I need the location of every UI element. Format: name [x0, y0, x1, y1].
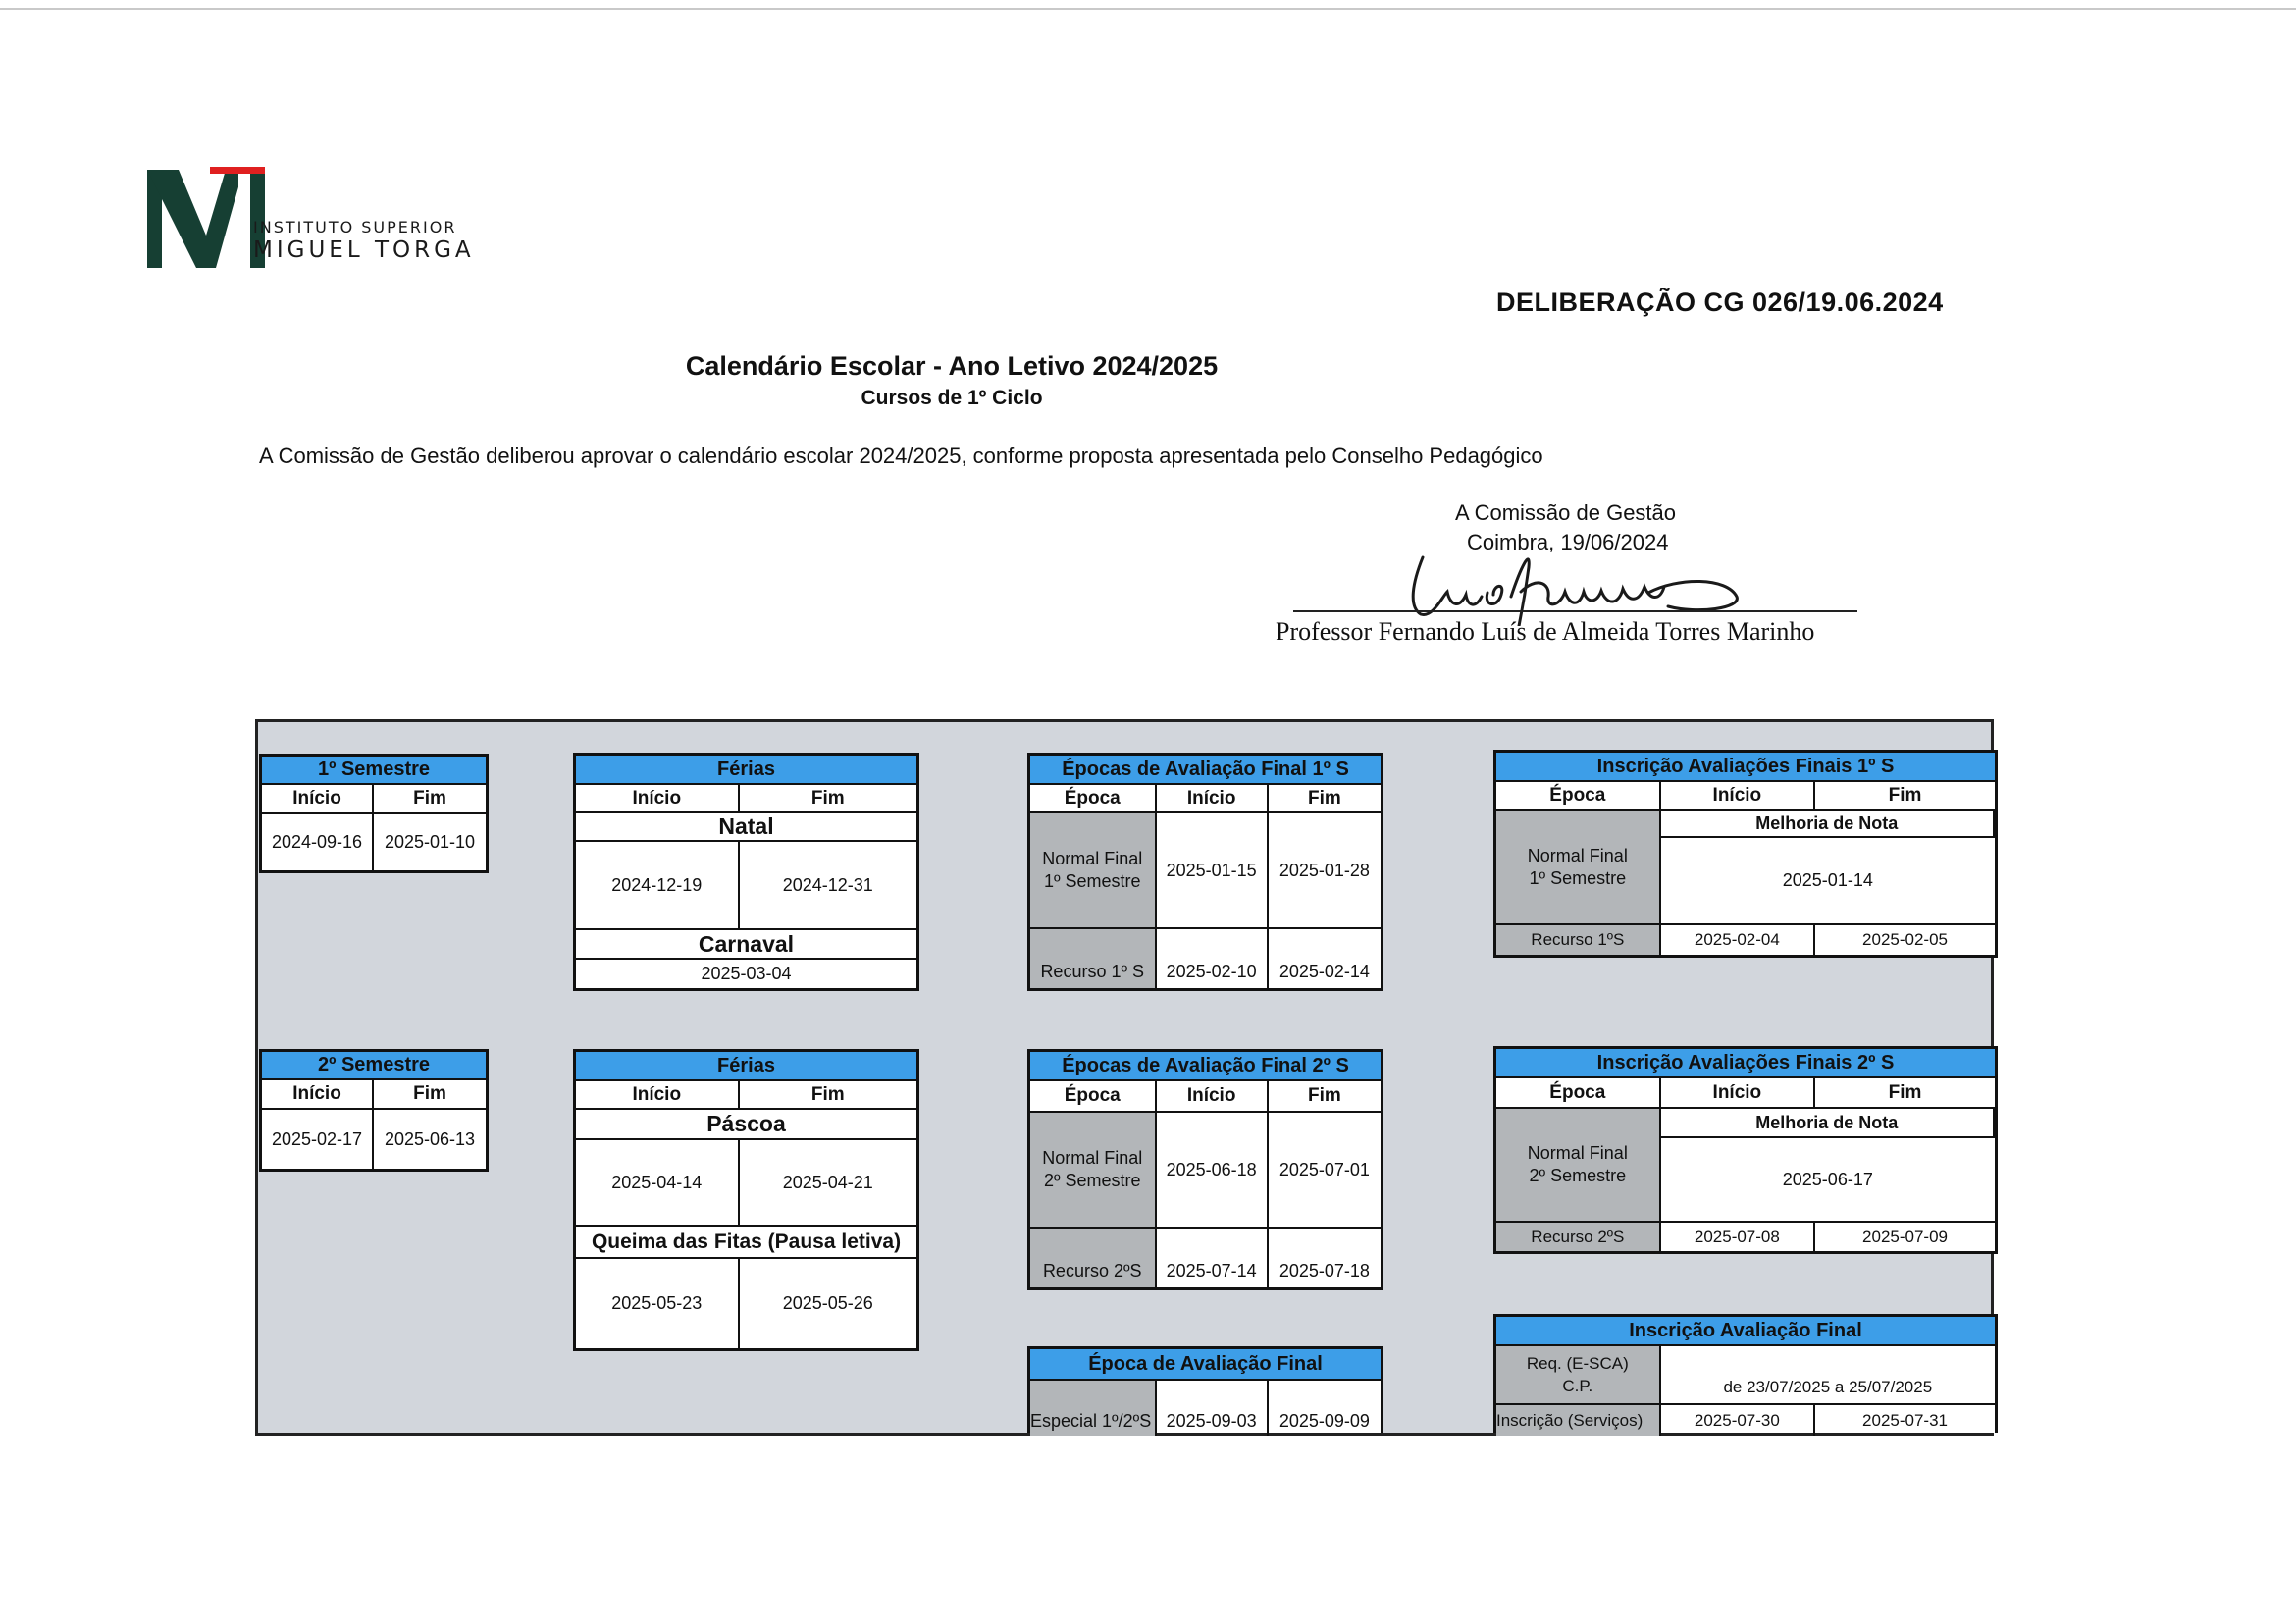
logo-line-2: MIGUEL TORGA: [253, 237, 475, 263]
registration-2-title: Inscrição Avaliações Finais 2º S: [1496, 1049, 1995, 1078]
normal-label-2: 2º Semestre: [1043, 1171, 1141, 1190]
exam-periods-2-table: [1027, 1049, 1383, 1290]
recurso-label: Recurso 1ºS: [1496, 925, 1661, 955]
col-end: Fim: [374, 785, 486, 814]
holidays-1-title: Férias: [576, 756, 916, 785]
semester-1-start: 2024-09-16: [262, 814, 374, 870]
normal-start: 2025-01-15: [1157, 813, 1269, 929]
insc-end: 2025-07-31: [1862, 1410, 1949, 1430]
natal-label: Natal: [576, 813, 916, 842]
melhoria-label: Melhoria de Nota: [1661, 1109, 1995, 1138]
req-label-1: Req. (E-SCA): [1526, 1354, 1629, 1373]
col-end: Fim: [1269, 785, 1381, 813]
col-start: Início: [576, 785, 740, 813]
recurso-end: 2025-02-05: [1862, 930, 1949, 949]
signature-place-date: Coimbra, 19/06/2024: [1467, 530, 1669, 554]
exam-periods-1-title: Épocas de Avaliação Final 1º S: [1030, 756, 1381, 785]
logo-wordmark: [253, 218, 475, 263]
recurso-start: 2025-02-04: [1661, 925, 1815, 955]
recurso-end: 2025-07-09: [1862, 1227, 1949, 1246]
especial-end: 2025-09-09: [1278, 1411, 1370, 1431]
col-end: Fim: [740, 1081, 916, 1110]
recurso-label: Recurso 1º S: [1030, 929, 1157, 988]
registration-1-table: [1493, 750, 1998, 958]
semester-2-title: 2º Semestre: [262, 1052, 486, 1080]
normal-label-1: Normal Final: [1527, 1143, 1628, 1163]
document-title: Calendário Escolar - Ano Letivo 2024/2025: [685, 351, 1219, 381]
queima-start: 2025-05-23: [576, 1259, 740, 1348]
col-start: Início: [262, 1080, 374, 1110]
semester-2-start: 2025-02-17: [262, 1110, 374, 1169]
holidays-1-table: [573, 753, 919, 991]
normal-final-cell: [1030, 813, 1157, 929]
document-subtitle: Cursos de 1º Ciclo: [861, 387, 1043, 409]
normal-final-cell: [1496, 811, 1661, 925]
intro-paragraph: A Comissão de Gestão deliberou aprovar o calendário escolar 2024/2025, conforme proposta apresentada pelo Conselho Pedagógico: [259, 444, 1543, 468]
holidays-2-title: Férias: [576, 1052, 916, 1081]
col-start: Início: [1157, 1081, 1269, 1113]
normal-final-cell: [1030, 1113, 1157, 1229]
queima-label: Queima das Fitas (Pausa letiva): [576, 1227, 916, 1259]
natal-end: 2024-12-31: [740, 842, 916, 930]
registration-1-title: Inscrição Avaliações Finais 1º S: [1496, 753, 1995, 782]
semester-1-title: 1º Semestre: [262, 757, 486, 785]
col-start: Início: [1661, 1078, 1815, 1109]
exam-periods-2-title: Épocas de Avaliação Final 2º S: [1030, 1052, 1381, 1081]
pascoa-end: 2025-04-21: [740, 1140, 916, 1227]
col-start: Início: [576, 1081, 740, 1110]
normal-label-1: Normal Final: [1042, 1148, 1143, 1168]
insc-start: 2025-07-30: [1661, 1405, 1815, 1436]
especial-start: 2025-09-03: [1157, 1381, 1269, 1436]
col-epoca: Época: [1496, 1078, 1661, 1109]
melhoria-label: Melhoria de Nota: [1661, 811, 1995, 838]
col-end: Fim: [1815, 1078, 1995, 1109]
final-registration-table: [1493, 1314, 1998, 1433]
carnaval-label: Carnaval: [576, 930, 916, 960]
melhoria-date: 2025-06-17: [1782, 1169, 1873, 1189]
recurso-end: 2025-07-18: [1278, 1261, 1370, 1281]
recurso-label: Recurso 2ºS: [1030, 1229, 1157, 1287]
scan-top-line: [0, 8, 2296, 10]
especial-label: Especial 1º/2ºS: [1030, 1381, 1157, 1436]
semester-1-table: [259, 754, 489, 873]
col-epoca: Época: [1030, 1081, 1157, 1113]
pascoa-label: Páscoa: [576, 1110, 916, 1140]
col-start: Início: [1661, 782, 1815, 811]
recurso-start: 2025-07-08: [1661, 1223, 1815, 1251]
recurso-start: 2025-07-14: [1157, 1229, 1269, 1287]
exam-periods-1-table: [1027, 753, 1383, 991]
normal-start: 2025-06-18: [1157, 1113, 1269, 1229]
logo-line-1: INSTITUTO SUPERIOR: [253, 218, 457, 236]
deliberation-number: DELIBERAÇÃO CG 026/19.06.2024: [1496, 288, 1944, 317]
melhoria-block: [1661, 811, 1995, 925]
col-epoca: Época: [1030, 785, 1157, 813]
normal-label-2: 1º Semestre: [1529, 867, 1627, 888]
melhoria-date: 2025-01-14: [1782, 870, 1873, 890]
col-end: Fim: [1815, 782, 1995, 811]
req-period: de 23/07/2025 a 25/07/2025: [1661, 1346, 1995, 1405]
req-label-2: C.P.: [1562, 1377, 1593, 1395]
normal-label-2: 2º Semestre: [1529, 1166, 1627, 1185]
registration-2-table: [1493, 1046, 1998, 1254]
normal-label-1: Normal Final: [1042, 849, 1143, 868]
col-end: Fim: [740, 785, 916, 813]
col-end: Fim: [374, 1080, 486, 1110]
req-cell: [1496, 1346, 1661, 1405]
normal-end: 2025-01-28: [1269, 813, 1381, 929]
recurso-end: 2025-02-14: [1278, 962, 1370, 981]
final-exam-period-title: Época de Avaliação Final: [1030, 1349, 1381, 1381]
pascoa-start: 2025-04-14: [576, 1140, 740, 1227]
col-start: Início: [262, 785, 374, 814]
recurso-start: 2025-02-10: [1157, 929, 1269, 988]
holidays-2-table: [573, 1049, 919, 1351]
carnaval-date: 2025-03-04: [701, 964, 792, 983]
signature-body: A Comissão de Gestão: [1455, 500, 1677, 525]
recurso-label: Recurso 2ºS: [1496, 1223, 1661, 1251]
calendar-panel: [255, 719, 1994, 1436]
final-registration-title: Inscrição Avaliação Final: [1496, 1317, 1995, 1346]
normal-end: 2025-07-01: [1269, 1113, 1381, 1229]
insc-label: Inscrição (Serviços): [1496, 1405, 1661, 1436]
semester-1-end: 2025-01-10: [384, 832, 476, 852]
normal-final-cell: [1496, 1109, 1661, 1223]
queima-end: 2025-05-26: [782, 1293, 873, 1313]
handwritten-signature-icon: [1403, 538, 1796, 626]
natal-start: 2024-12-19: [576, 842, 740, 930]
normal-label-1: Normal Final: [1527, 845, 1628, 865]
signature-line: [1293, 610, 1857, 612]
normal-label-2: 1º Semestre: [1043, 871, 1141, 891]
col-start: Início: [1157, 785, 1269, 813]
signatory-name: Professor Fernando Luís de Almeida Torres Marinho: [1276, 617, 1815, 646]
semester-2-table: [259, 1049, 489, 1172]
col-end: Fim: [1269, 1081, 1381, 1113]
col-epoca: Época: [1496, 782, 1661, 811]
melhoria-block: [1661, 1109, 1995, 1223]
semester-2-end: 2025-06-13: [384, 1128, 476, 1149]
final-exam-period-table: [1027, 1346, 1383, 1433]
